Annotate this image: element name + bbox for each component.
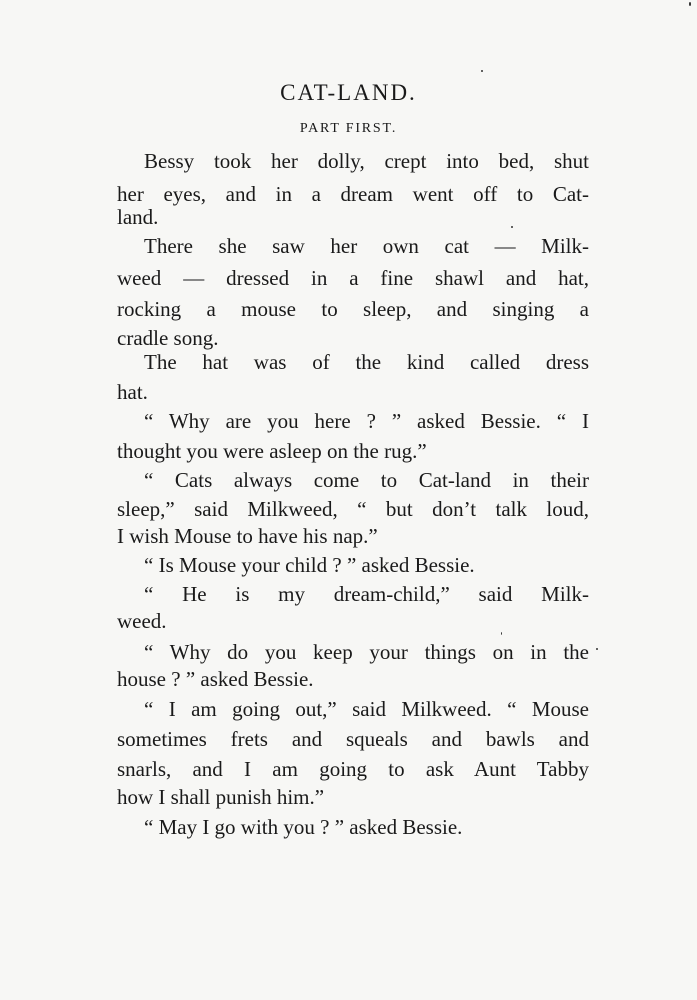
text-line: cradle song. — [117, 326, 219, 350]
print-speck — [689, 2, 691, 6]
text-line: “ Why do you keep your things on in the — [144, 640, 589, 664]
text-line: The hat was of the kind called dress — [144, 350, 589, 374]
print-speck — [511, 226, 513, 228]
text-line: thought you were asleep on the rug.” — [117, 439, 427, 463]
text-line: I wish Mouse to have his nap.” — [117, 524, 378, 548]
text-line: There she saw her own cat — Milk- — [144, 234, 589, 258]
print-speck — [596, 648, 598, 650]
chapter-title: CAT-LAND. — [280, 80, 417, 105]
text-line: sleep,” said Milkweed, “ but don’t talk loud, — [117, 497, 589, 521]
print-speck — [481, 70, 483, 72]
text-line: snarls, and I am going to ask Aunt Tabby — [117, 757, 589, 781]
text-line: Bessy took her dolly, crept into bed, shut — [144, 149, 589, 173]
text-line: her eyes, and in a dream went off to Cat- — [117, 182, 589, 206]
text-line: hat. — [117, 380, 148, 404]
text-line: “ May I go with you ? ” asked Bessie. — [144, 815, 463, 839]
text-line: land. — [117, 205, 159, 229]
text-line: sometimes frets and squeals and bawls and — [117, 727, 589, 751]
text-line: “ Is Mouse your child ? ” asked Bessie. — [144, 553, 475, 577]
text-line: “ He is my dream-child,” said Milk- — [144, 582, 589, 606]
print-speck — [501, 632, 502, 635]
text-line: “ I am going out,” said Milkweed. “ Mouse — [144, 697, 589, 721]
text-line: “ Cats always come to Cat-land in their — [144, 468, 589, 492]
part-heading: PART FIRST. — [299, 121, 398, 136]
text-line: weed — dressed in a fine shawl and hat, — [117, 266, 589, 290]
text-line: “ Why are you here ? ” asked Bessie. “ I — [144, 409, 589, 433]
text-line: rocking a mouse to sleep, and singing a — [117, 297, 589, 321]
text-line: how I shall punish him.” — [117, 785, 325, 809]
text-line: house ? ” asked Bessie. — [117, 667, 314, 691]
text-line: weed. — [117, 609, 167, 633]
